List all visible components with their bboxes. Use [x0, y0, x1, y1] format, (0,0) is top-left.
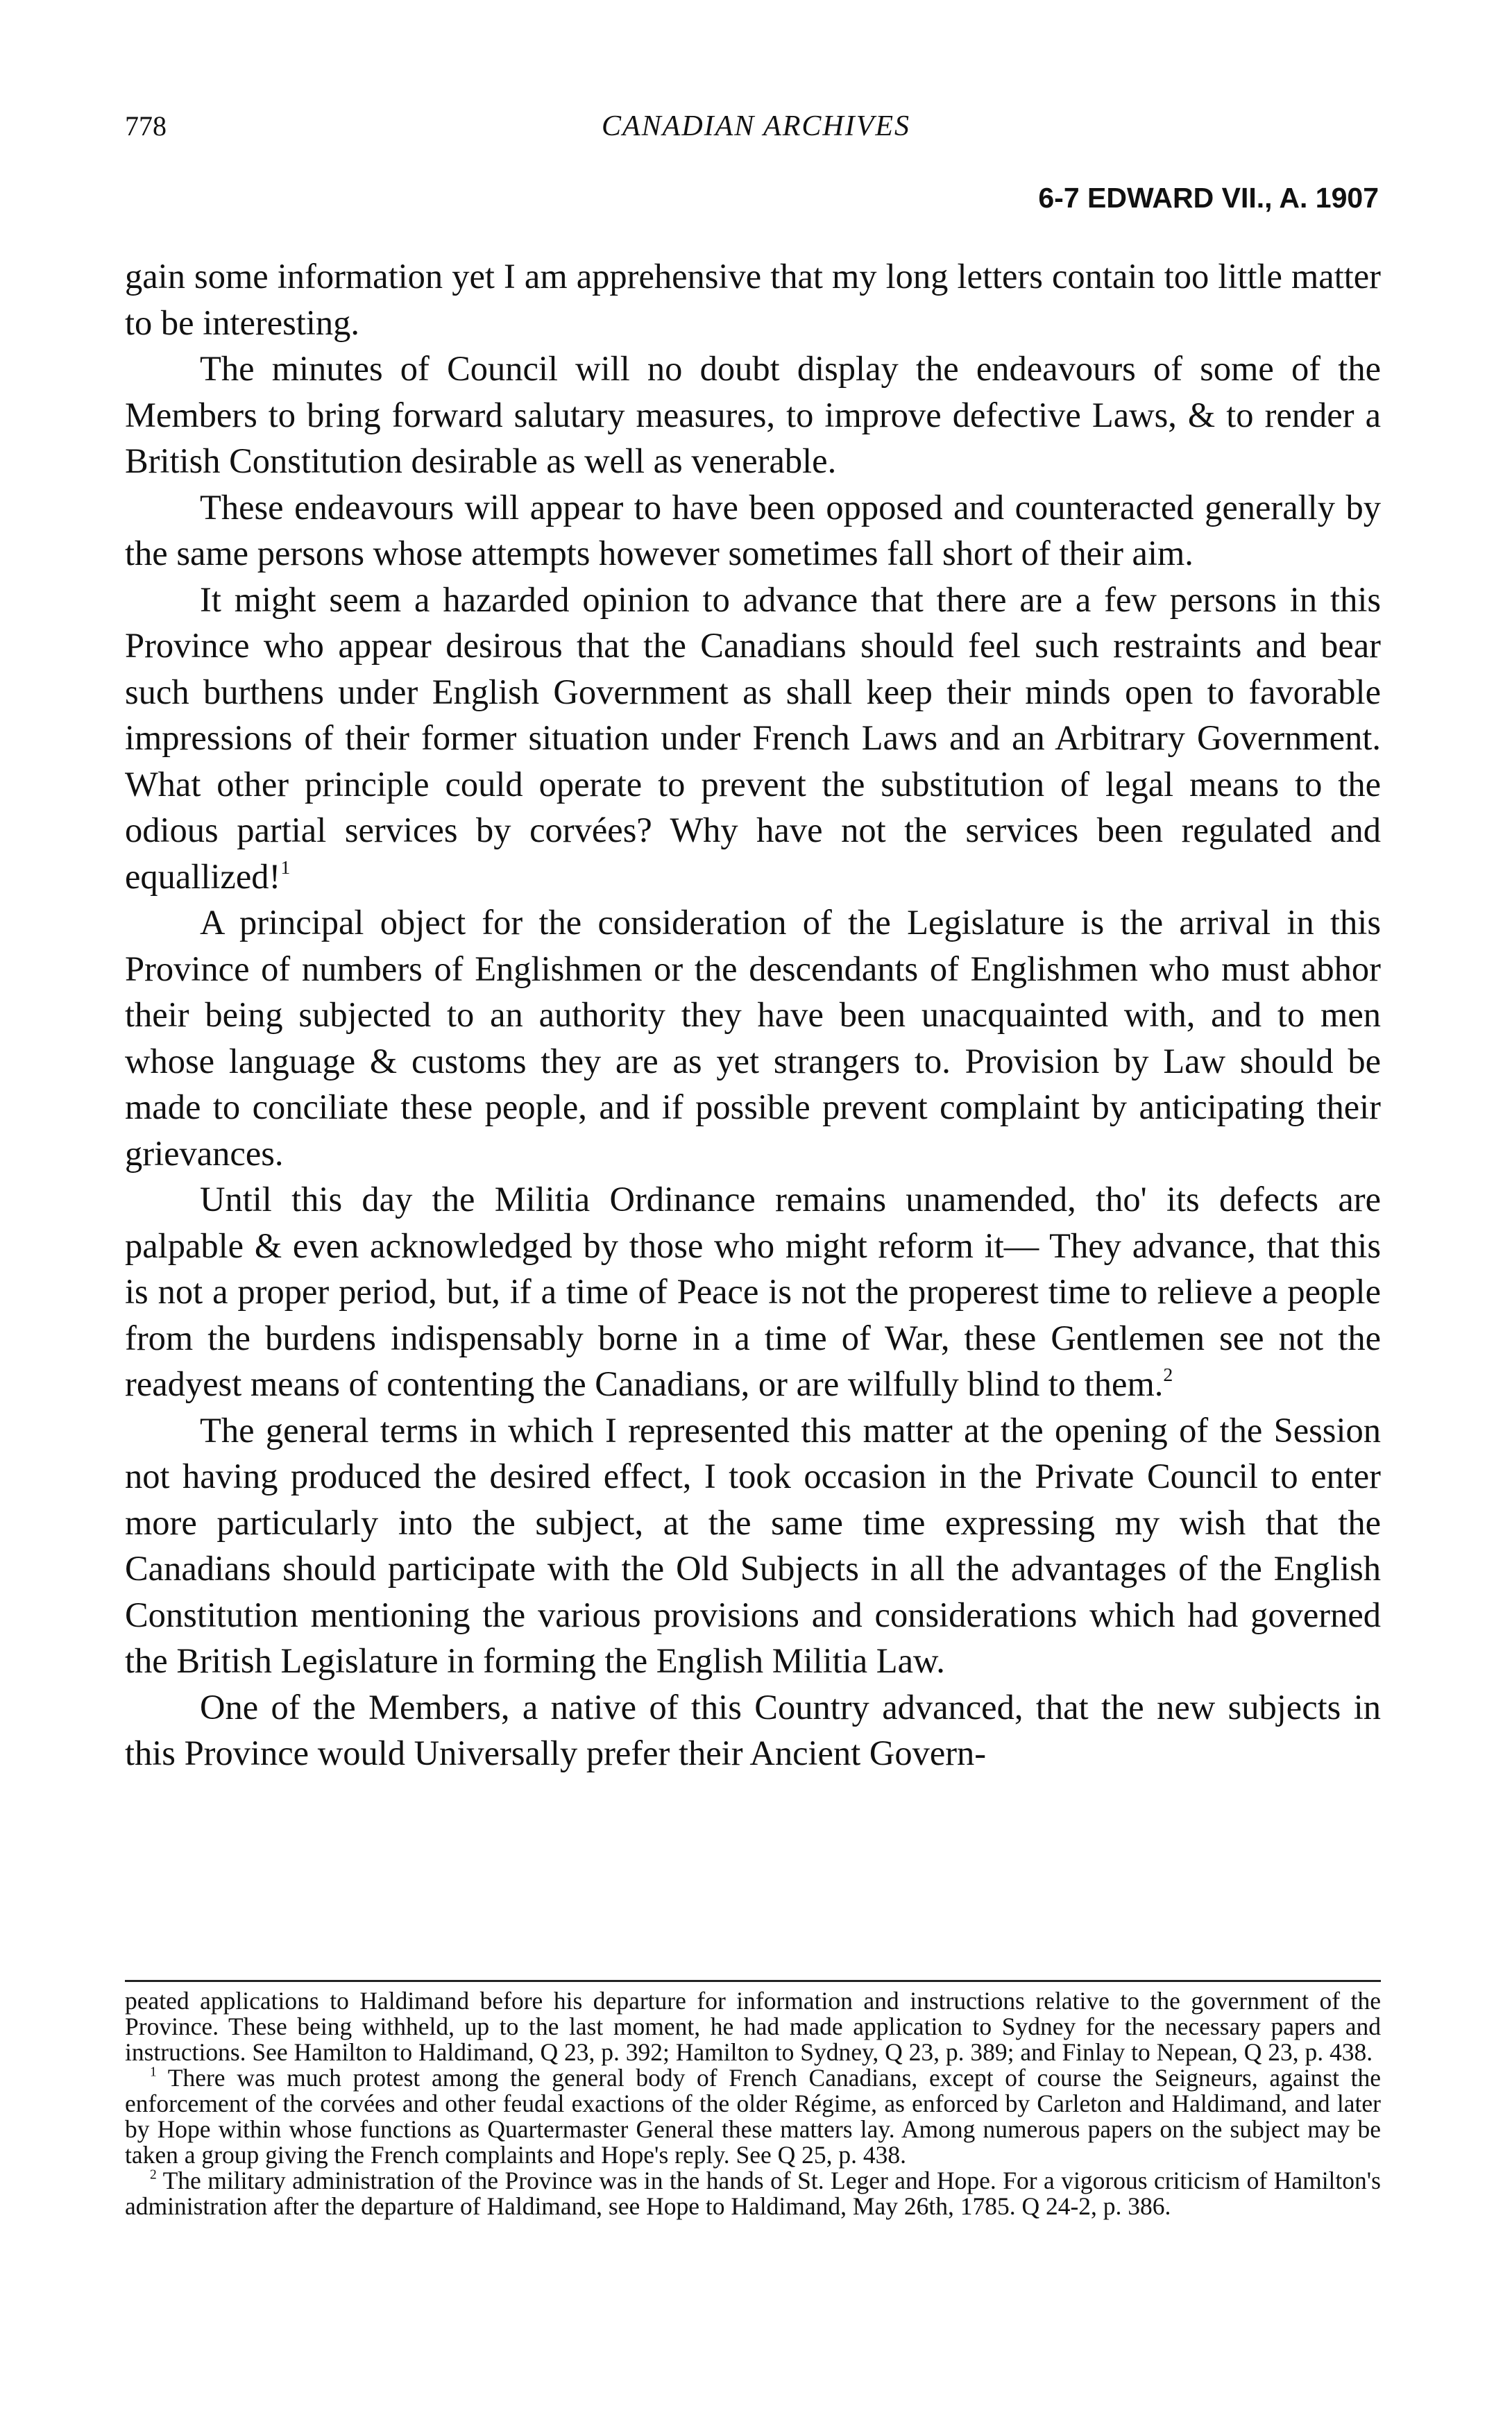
paragraph-2: The minutes of Council will no doubt display the endeavours of some of the Members to bring forward salutary measures, to improve defective Laws, & to render a British Constitution desirable as well as venerable. [125, 349, 1381, 480]
paragraph-4-text: It might seem a hazarded opinion to advance that there are a few persons in this Province who appear desirous that the Canadians should feel such restraints and bear such burthens under English Government as shall keep their minds open to favorable impressions of their former situation under French Laws and an Arbitrary Government. What other principle could operate to prevent the substitution of legal means to the odious partial services by corvées? Why have not the services been regulated and equallized! [125, 579, 1381, 896]
paragraph-6 [125, 1176, 1381, 1407]
footnote-1 [125, 2065, 1381, 2168]
footnote-divider [125, 1980, 1381, 1982]
footnote-2-text: The military administration of the Province was in the hands of St. Leger and Hope. For a vigorous criticism of Hamilton's administration after the departure of Haldimand, see Hope to Haldimand, May 26th, 1785. Q 24-2, p. 386. [125, 2167, 1381, 2220]
session-label: 6-7 EDWARD VII., A. 1907 [1038, 182, 1379, 214]
footnotes [125, 1988, 1381, 2219]
footnote-1-text: There was much protest among the general body of French Canadians, except of course the Seigneurs, against the enforcement of the corvées and other feudal exactions of the older Régime, as enforced by Carleton and Haldimand, and later by Hope within whose functions as Quartermaster General these matters lay. Among numerous papers on the subject may be taken a group giving the French complaints and Hope's reply. See Q 25, p. 438. [125, 2064, 1382, 2169]
footnote-1-marker: 1 [150, 2065, 157, 2080]
paragraph-6-text: Until this day the Militia Ordinance remains unamended, tho' its defects are palpable & even acknowledged by those who might reform it— They advance, that this is not a proper period, but, if a time of Peace is not the properest time to relieve a people from the burdens indispensably borne in a time of War, these Gentlemen see not the readyest means of contenting the Canadians, or are wilfully blind to them. [125, 1180, 1381, 1403]
paragraph-8: One of the Members, a native of this Country advanced, that the new subjects in this Province would Universally prefer their Ancient Govern- [125, 1687, 1381, 1772]
footnote-continued: peated applications to Haldimand before his departure for information and instructions relative to the government of the Province. These being withheld, up to the last moment, he had made application to Sydney for the necessary papers and instructions. See Hamilton to Haldimand, Q 23, p. 392; Hamilton to Sydney, Q 23, p. 389; and Finlay to Nepean, Q 23, p. 438. [125, 1987, 1381, 2066]
paragraph-4 [125, 577, 1381, 900]
paragraph-3: These endeavours will appear to have been opposed and counteracted generally by the same persons whose attempts however sometimes fall short of their aim. [125, 487, 1381, 573]
footnote-ref-1: 1 [280, 856, 291, 879]
running-title: CANADIAN ARCHIVES [601, 110, 911, 142]
paragraph-7: The general terms in which I represented this matter at the opening of the Session not having produced the desired effect, I took occasion in the Private Council to enter more particularly into the subject, at the same time expressing my wish that the Canadians should participate with the Old Subjects in all the advantages of the English Constitution mentioning the various provisions and considerations which had governed the British Legislature in forming the English Militia Law. [125, 1410, 1381, 1680]
letter-body [125, 253, 1381, 1777]
paragraph-1: gain some information yet I am apprehensive that my long letters contain too little matter to be interesting. [125, 257, 1381, 342]
footnote-2 [125, 2168, 1381, 2219]
paragraph-5: A principal object for the consideration of the Legislature is the arrival in this Province of numbers of Englishmen or the descendants of Englishmen who must abhor their being subjected to an authority they have been unacquainted with, and to men whose language & customs they are as yet strangers to. Provision by Law should be made to conciliate these people, and if possible prevent complaint by anticipating their grievances. [125, 903, 1381, 1173]
footnote-2-marker: 2 [150, 2167, 157, 2183]
page-number: 778 [125, 110, 167, 142]
footnote-ref-2: 2 [1163, 1364, 1173, 1387]
